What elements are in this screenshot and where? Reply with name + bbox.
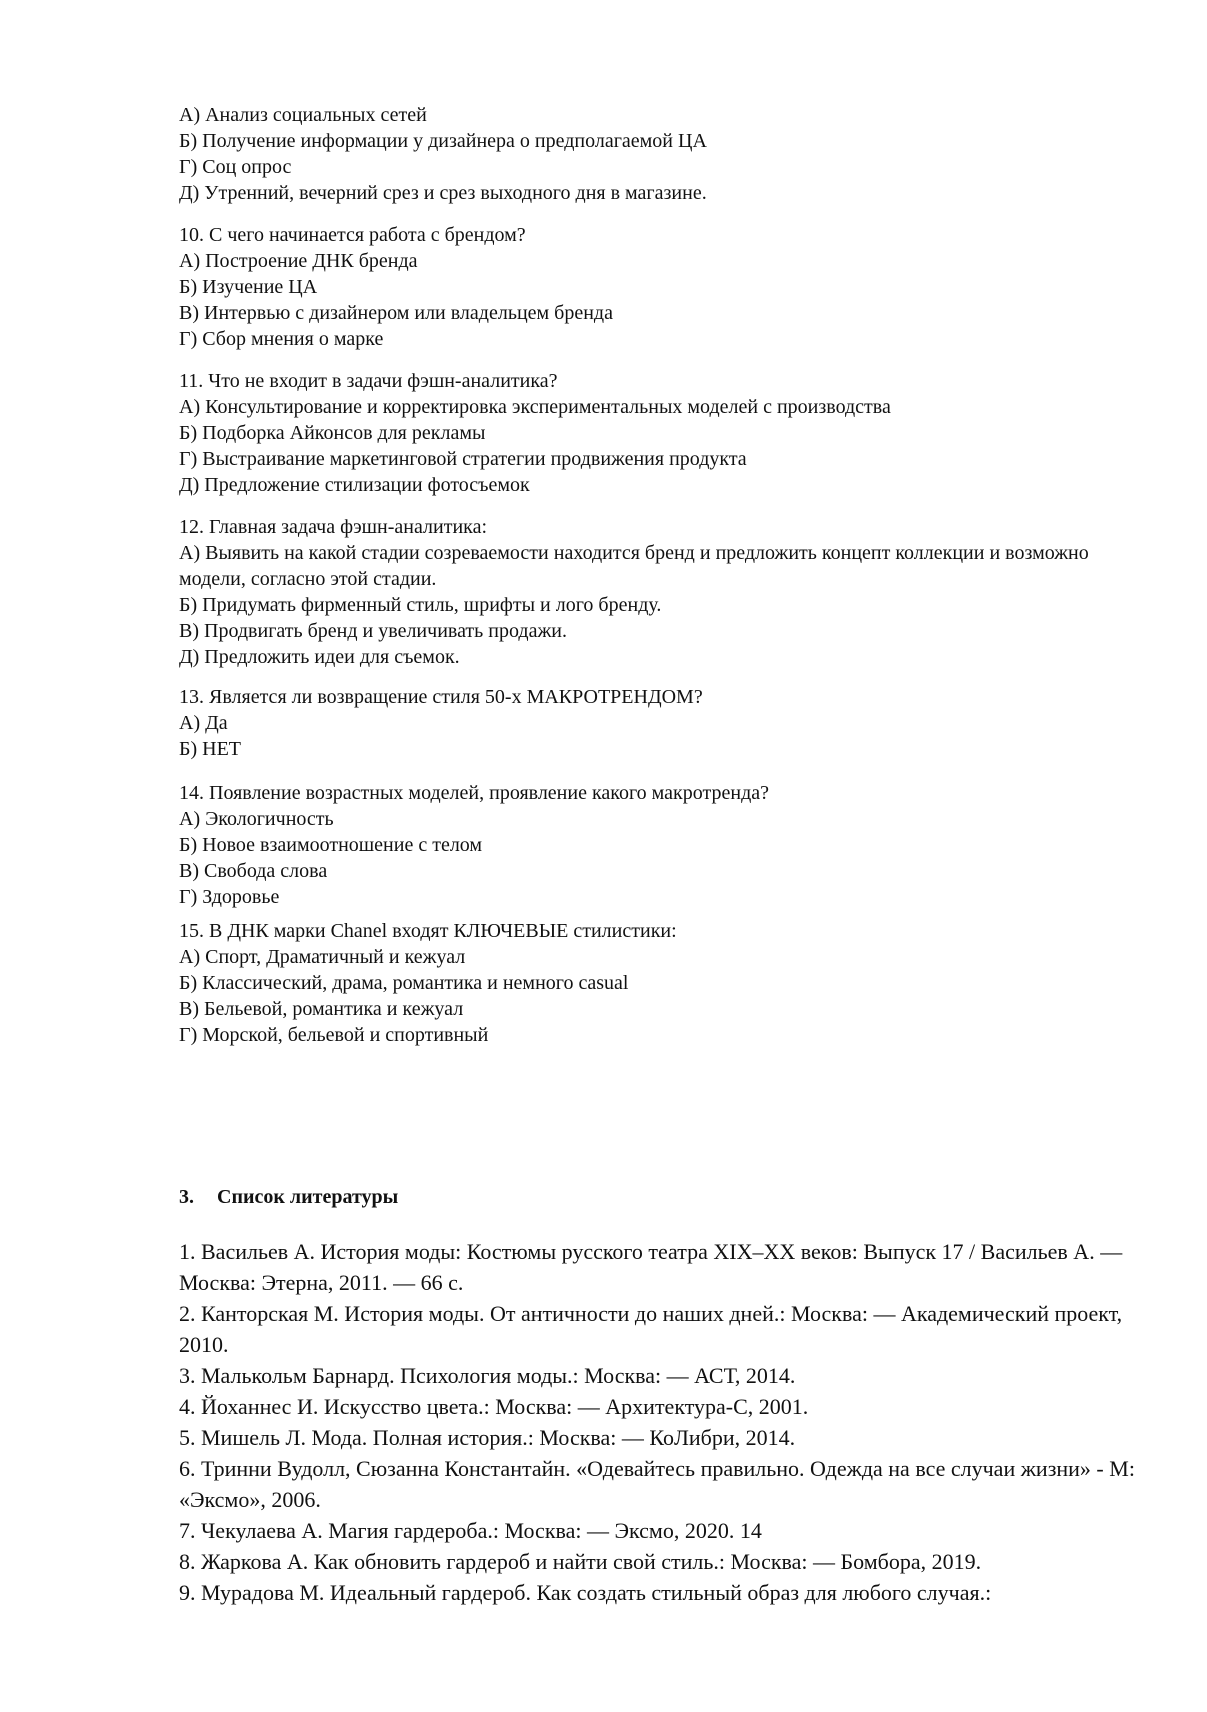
answer-option: В) Интервью с дизайнером или владельцем бренда — [179, 302, 613, 324]
section-title: Список литературы — [217, 1186, 399, 1208]
section-heading — [179, 1184, 398, 1210]
question-text: 12. Главная задача фэшн-аналитика: — [179, 516, 488, 538]
reference-list — [179, 1236, 1139, 1608]
answer-option: В) Свобода слова — [179, 860, 328, 882]
answer-option: В) Продвигать бренд и увеличивать продажи. — [179, 620, 567, 642]
answer-option: Г) Здоровье — [179, 886, 280, 908]
question-13 — [179, 684, 1139, 762]
answer-option: А) Построение ДНК бренда — [179, 250, 418, 272]
reference-item: 3. Малькольм Барнард. Психология моды.: Москва: — АСТ, 2014. — [179, 1363, 796, 1388]
answer-option: Б) Изучение ЦА — [179, 276, 318, 298]
reference-item: 8. Жаркова А. Как обновить гардероб и найти свой стиль.: Москва: — Бомбора, 2019. — [179, 1549, 982, 1574]
answer-option: Б) Получение информации у дизайнера о предполагаемой ЦА — [179, 130, 707, 152]
answer-option: Г) Морской, бельевой и спортивный — [179, 1024, 489, 1046]
reference-item: 9. Мурадова М. Идеальный гардероб. Как создать стильный образ для любого случая.: — [179, 1580, 992, 1605]
question-text: 11. Что не входит в задачи фэшн-аналитика? — [179, 370, 558, 392]
answer-option: А) Экологичность — [179, 808, 334, 830]
question-15 — [179, 918, 1139, 1048]
question-10 — [179, 222, 1139, 352]
question-text: 13. Является ли возвращение стиля 50-х МАКРОТРЕНДОМ? — [179, 686, 703, 708]
reference-item: 4. Йоханнес И. Искусство цвета.: Москва: — Архитектура-С, 2001. — [179, 1394, 809, 1419]
question-11 — [179, 368, 1139, 498]
answer-option: Б) Классический, драма, романтика и немного casual — [179, 972, 629, 994]
reference-item: 7. Чекулаева А. Магия гардероба.: Москва: — Эксмо, 2020. 14 — [179, 1518, 762, 1543]
question-12 — [179, 514, 1139, 670]
reference-item: 6. Тринни Вудолл, Сюзанна Константайн. «Одевайтесь правильно. Одежда на все случаи жизни» - М: «Эксмо», 2006. — [179, 1456, 1135, 1512]
answer-option: Б) НЕТ — [179, 738, 242, 760]
answer-option: А) Выявить на какой стадии созреваемости находится бренд и предложить концепт коллекции и возможно модели, согласно этой стадии. — [179, 542, 1089, 590]
reference-item: 2. Канторская М. История моды. От античности до наших дней.: Москва: — Академический проект, 2010. — [179, 1301, 1123, 1357]
answer-option: А) Да — [179, 712, 228, 734]
reference-item: 5. Мишель Л. Мода. Полная история.: Москва: — КоЛибри, 2014. — [179, 1425, 796, 1450]
answer-option: Г) Сбор мнения о марке — [179, 328, 384, 350]
answer-option: Б) Придумать фирменный стиль, шрифты и лого бренду. — [179, 594, 662, 616]
question-text: 14. Появление возрастных моделей, проявление какого макротренда? — [179, 782, 769, 804]
answer-option: А) Консультирование и корректировка экспериментальных моделей с производства — [179, 396, 891, 418]
question-9-options — [179, 102, 1139, 206]
answer-option: Б) Подборка Айконсов для рекламы — [179, 422, 486, 444]
answer-option: А) Спорт, Драматичный и кежуал — [179, 946, 466, 968]
reference-item: 1. Васильев А. История моды: Костюмы русского театра XIX–XX веков: Выпуск 17 / Васильев А. — Москва: Этерна, 2011. — 66 с. — [179, 1239, 1123, 1295]
question-text: 10. С чего начинается работа с брендом? — [179, 224, 526, 246]
answer-option: Г) Соц опрос — [179, 156, 292, 178]
answer-option: Г) Выстраивание маркетинговой стратегии продвижения продукта — [179, 448, 747, 470]
answer-option: Д) Предложение стилизации фотосъемок — [179, 474, 530, 496]
answer-option: В) Бельевой, романтика и кежуал — [179, 998, 464, 1020]
question-text: 15. В ДНК марки Chanel входят КЛЮЧЕВЫЕ стилистики: — [179, 920, 677, 942]
answer-option: Д) Предложить идеи для съемок. — [179, 646, 460, 668]
answer-option: Д) Утренний, вечерний срез и срез выходного дня в магазине. — [179, 182, 707, 204]
answer-option: Б) Новое взаимоотношение с телом — [179, 834, 483, 856]
question-14 — [179, 780, 1139, 910]
answer-option: А) Анализ социальных сетей — [179, 104, 427, 126]
section-number: 3. — [179, 1186, 194, 1208]
